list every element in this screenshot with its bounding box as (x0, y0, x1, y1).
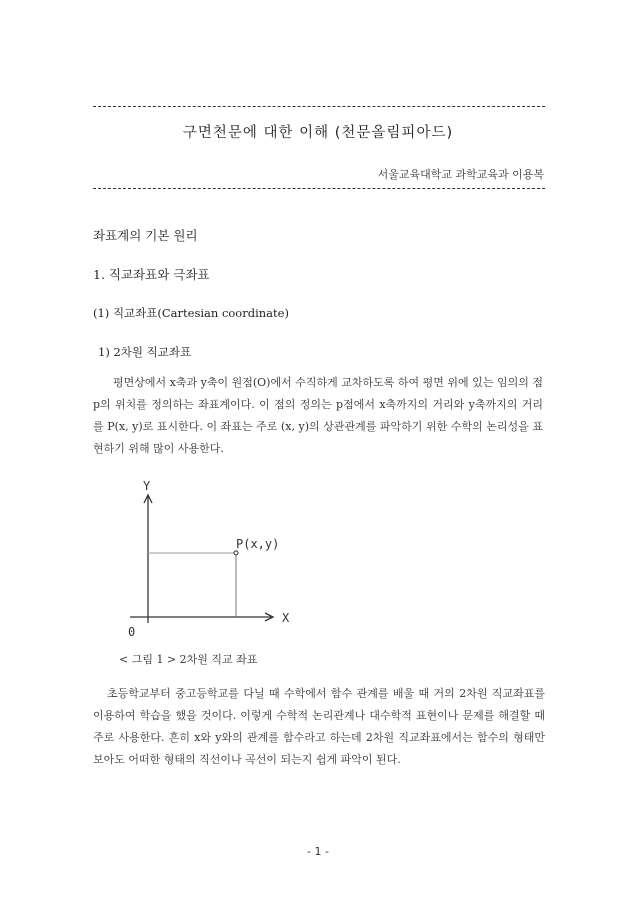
header-bottom-rule (93, 188, 545, 189)
paragraph-text: 평면상에서 x축과 y축이 원점(O)에서 수직하게 교차하도록 하여 평면 위에 있는 임의의 점 p의 위치를 정의하는 좌표계이다. 이 점의 정의는 p점에서 x축까지의 거리와 y축까지의 거리를 P(x, y)로 표시한다. 이 좌표는 주로 (x, y)의 상관관계를 파악하기 위한 수학의 논리성을 표현하기 위해 많이 사용한다. (93, 376, 543, 455)
point-p-marker (234, 551, 238, 555)
cartesian-figure (110, 478, 310, 643)
paragraph-text: 초등학교부터 중고등학교를 다닐 때 수학에서 함수 관계를 배울 때 거의 2차원 직교좌표를 이용하여 학습을 했을 것이다. 이렇게 수학적 논리관계나 대수학적 표현이나 문제를 해결할 때 주로 사용한다. 흔히 x와 y와의 관계를 함수라고 하는데 2차원 직교좌표에서는 함수의 형태만 보아도 어떠한 형태의 직선이나 곡선이 되는지 쉽게 파악이 된다. (93, 687, 545, 766)
point-label: P(x,y) (236, 537, 280, 551)
header-top-rule (93, 106, 545, 107)
author-line: 서울교육대학교 과학교육과 이용복 (377, 168, 544, 181)
subsubsection-heading: (1) 직교좌표(Cartesian coordinate) (93, 306, 289, 320)
figure-caption: < 그림 1 > 2차원 직교 좌표 (119, 653, 258, 666)
section-heading: 좌표계의 기본 원리 (93, 228, 198, 243)
paragraph-cartesian-definition (93, 372, 543, 460)
paragraph-function-usage (93, 683, 545, 771)
y-axis-label: Y (143, 479, 151, 493)
subsection-heading: 1. 직교좌표와 극좌표 (93, 267, 210, 282)
x-axis-label: X (282, 611, 290, 625)
page-number: - 1 - (307, 845, 329, 858)
origin-label: 0 (128, 625, 136, 639)
topic-heading: 1) 2차원 직교좌표 (98, 345, 192, 359)
page-title: 구면천문에 대한 이해 (천문올림피아드) (182, 125, 454, 141)
